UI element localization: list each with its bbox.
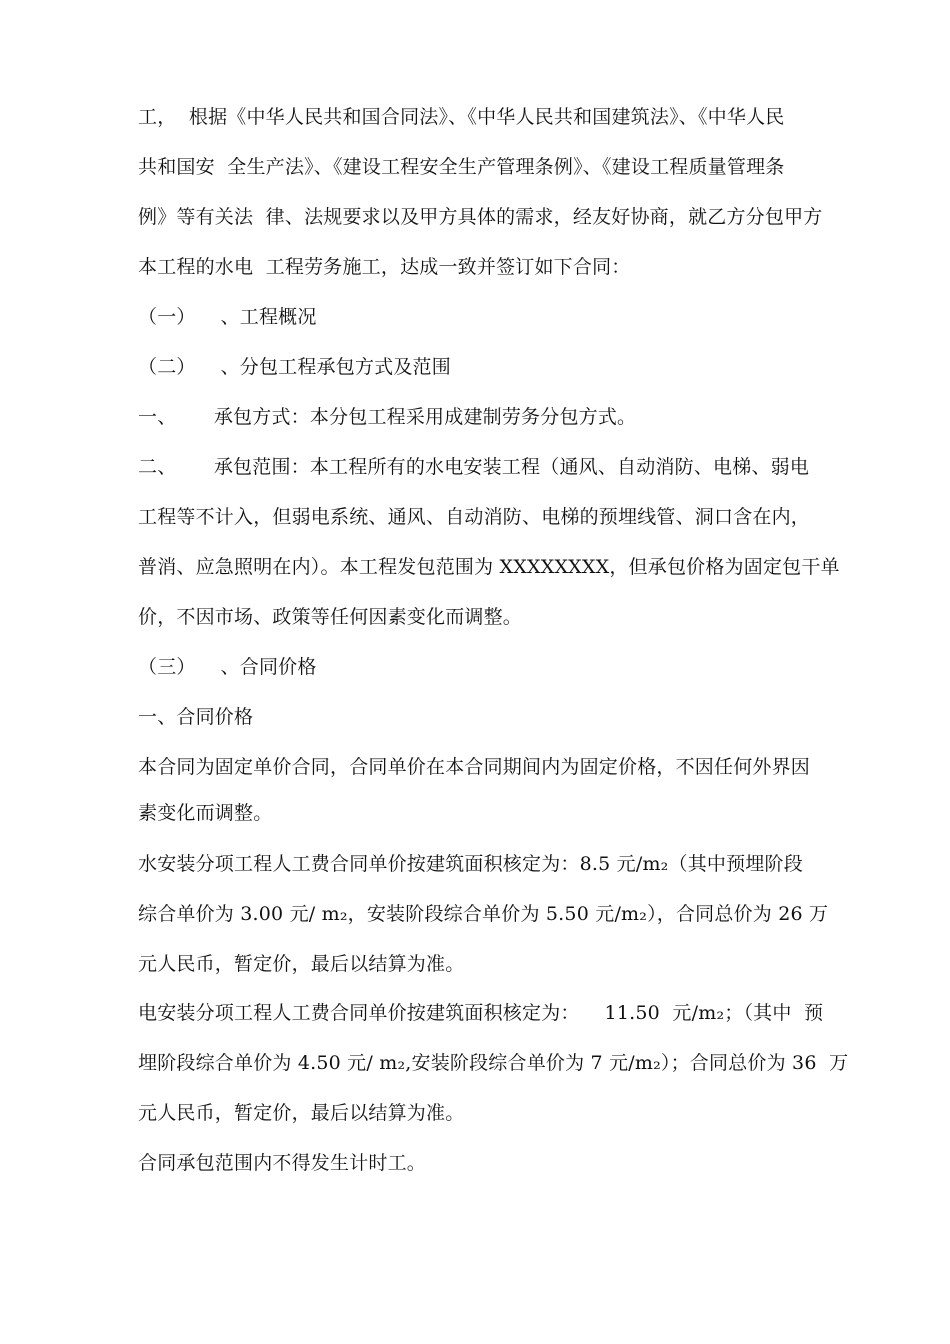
- subsection-heading: 一、合同价格: [138, 706, 254, 728]
- text-line: 本合同为固定单价合同，合同单价在本合同期间内为固定价格，不因任何外界因: [138, 756, 811, 778]
- section-heading: （一） 、工程概况: [138, 306, 317, 328]
- text-line: 元人民币，暂定价，最后以结算为准。: [138, 1102, 465, 1124]
- section-heading: （三） 、合同价格: [138, 656, 317, 678]
- text-line: 例》等有关法 律、法规要求以及甲方具体的需求，经友好协商，就乙方分包甲方: [138, 206, 823, 228]
- text-line: 素变化而调整。: [138, 802, 273, 824]
- text-line: 工， 根据《中华人民共和国合同法》、《中华人民共和国建筑法》、《中华人民: [138, 106, 785, 128]
- text-line: 本工程的水电 工程劳务施工，达成一致并签订如下合同：: [138, 256, 631, 278]
- text-line: 价，不因市场、政策等任何因素变化而调整。: [138, 606, 523, 628]
- text-line: 共和国安 全生产法》、《建设工程安全生产管理条例》、《建设工程质量管理条: [138, 156, 785, 178]
- text-line: 水安装分项工程人工费合同单价按建筑面积核定为：8.5 元/m₂（其中预埋阶段: [138, 853, 803, 875]
- section-heading: （二） 、分包工程承包方式及范围: [138, 356, 451, 378]
- text-line: 埋阶段综合单价为 4.50 元/ m₂,安装阶段综合单价为 7 元/m₂）；合同总价为 36 万: [138, 1052, 849, 1074]
- text-line: 普消、应急照明在内）。本工程发包范围为 XXXXXXXX，但承包价格为固定包干单: [138, 556, 840, 578]
- text-line: 元人民币，暂定价，最后以结算为准。: [138, 953, 465, 975]
- text-line: 工程等不计入，但弱电系统、通风、自动消防、电梯的预埋线管、洞口含在内，: [138, 506, 811, 528]
- text-line: 合同承包范围内不得发生计时工。: [138, 1152, 427, 1174]
- text-line: 电安装分项工程人工费合同单价按建筑面积核定为： 11.50 元/m₂；（其中 预: [138, 1002, 824, 1024]
- text-line: 一、 承包方式：本分包工程采用成建制劳务分包方式。: [138, 406, 637, 428]
- text-line: 二、 承包范围：本工程所有的水电安装工程（通风、自动消防、电梯、弱电: [138, 456, 810, 478]
- text-line: 综合单价为 3.00 元/ m₂，安装阶段综合单价为 5.50 元/m₂），合同总价为 26 万: [138, 903, 829, 925]
